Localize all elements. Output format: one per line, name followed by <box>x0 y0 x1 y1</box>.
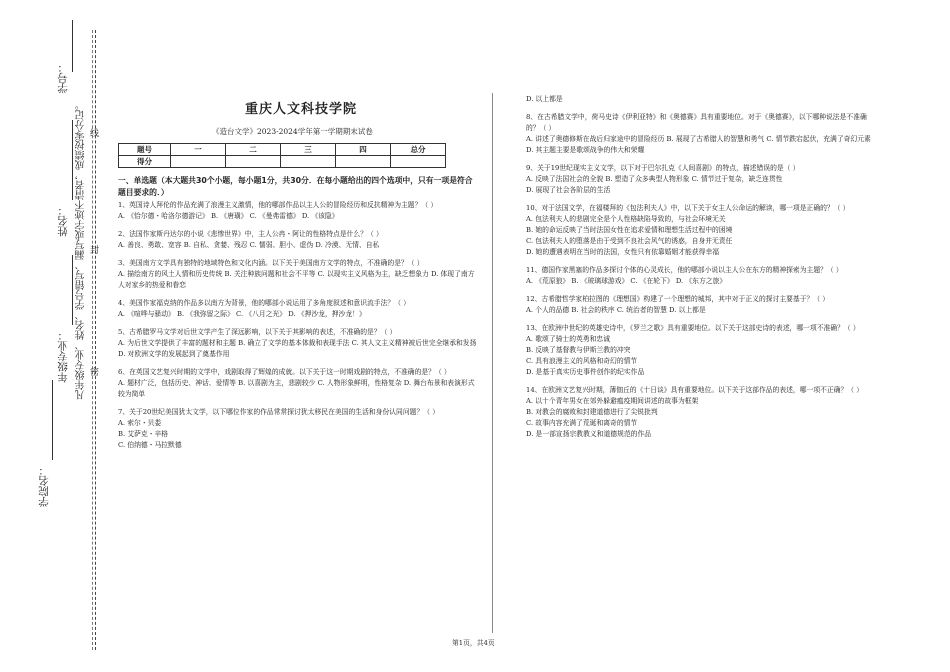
exam-subtitle: 《造台文学》2023-2024学年第一学期期末试卷 <box>212 127 373 136</box>
binding-notice: 凡年级专业、姓名、学号错写、漏写或字迹不清者，成绩按零分记。 <box>76 100 87 400</box>
question-option: D. 是一部宣扬宗教教义和道德规范的作品 <box>526 430 652 438</box>
student-id-field: 学号： <box>57 62 69 94</box>
question-item <box>526 94 871 105</box>
name-field: 姓名： <box>57 205 69 237</box>
question-stem: 7、关于20世纪美国犹太文学，以下哪位作家的作品常常探讨犹太移民在美国的生活和身份认同问题？（ ） <box>118 408 439 416</box>
question-stem: 3、美国南方文学具有独特的地域特色和文化内涵。以下关于美国南方文学的特点，不准确的是？（ ） <box>118 259 424 267</box>
question-item <box>118 327 480 360</box>
score-cell <box>171 156 226 168</box>
score-cell <box>391 156 446 168</box>
grade-major-underline <box>72 255 73 325</box>
score-cell <box>281 156 336 168</box>
question-option: D. 展现了社会各阶层的生活 <box>526 186 611 194</box>
cut-mark-feng: 封 <box>90 246 100 256</box>
question-stem: 9、关于19世纪现实主义文学，以下对于巴尔扎克《人间喜剧》的特点，描述错误的是（ ） <box>526 164 800 172</box>
question-option: A. 为后世文学提供了丰富的题材和主题 B. 确立了文学的基本体裁和表现手法 C. 其人文主义精神被后世完全继承和发扬 D. 对欧洲文学的发展起到了奠基作用 <box>118 339 477 358</box>
college-field: 学院名： <box>38 465 50 507</box>
question-stem: 13、在欧洲中世纪的英雄史诗中，《罗兰之歌》具有重要地位。以下关于这部史诗的表述，哪一项不准确？（ ） <box>526 324 860 332</box>
question-stem: 4、美国作家福克纳的作品多以南方为背景，他的哪部小说运用了多角度叙述和意识流手法？（ ） <box>118 299 410 307</box>
question-option: B. 艾萨克・辛格 <box>118 430 169 438</box>
question-option: A. 索尔・贝娄 <box>118 419 162 427</box>
question-item <box>526 112 871 156</box>
cut-mark-xian: 线 <box>90 129 100 139</box>
question-stem: 8、在古希腊文学中，荷马史诗《伊利亚特》和《奥德赛》具有重要地位。对于《奥德赛》，以下哪种说法是不准确的？（ ） <box>526 113 867 132</box>
score-cell <box>336 156 391 168</box>
school-name: 重庆人文科技学院 <box>245 102 358 117</box>
question-option: D. 以上都是 <box>526 95 563 103</box>
question-option: A. 个人的品德 B. 社会的秩序 C. 统治者的智慧 D. 以上都是 <box>526 306 706 314</box>
page-footer: 第1页，共4页 <box>452 639 495 647</box>
question-item <box>118 258 480 291</box>
college-underline <box>52 380 53 460</box>
question-option: A. 《荒原狼》 B. 《玻璃球游戏》 C. 《在轮下》 D. 《东方之旅》 <box>526 277 727 285</box>
question-item <box>118 298 480 320</box>
question-option: B. 反映了基督教与伊斯兰教的冲突 <box>526 346 631 354</box>
question-option: A. 以十个青年男女在郊外躲避瘟疫期间讲述的故事为框架 <box>526 397 699 405</box>
question-option: D. 是基于真实历史事件创作的纪实作品 <box>526 368 645 376</box>
question-item <box>118 229 480 251</box>
question-item <box>118 200 480 222</box>
score-cell <box>226 156 281 168</box>
question-option: C. 伯纳德・马拉默德 <box>118 441 182 449</box>
score-cell: 总分 <box>391 144 446 156</box>
question-stem: 11、德国作家黑塞的作品多探讨个体的心灵成长，他的哪部小说以主人公在东方的精神探索为主题？（ ） <box>526 266 843 274</box>
question-option: A. 《恰尔德・哈洛尔德游记》 B. 《唐璜》 C. 《曼弗雷德》 D. 《该隐》 <box>118 212 339 220</box>
question-option: C. 具有浪漫主义的风格和奇幻的情节 <box>526 357 638 365</box>
question-option: C. 包法利夫人的堕落是由于受到不良社会风气的诱惑，自身并无责任 <box>526 237 733 245</box>
score-cell: 三 <box>281 144 336 156</box>
question-stem: 6、在英国文艺复兴时期的文学中，戏剧取得了辉煌的成就。以下关于这一时期戏剧的特点，不准确的是？（ ） <box>118 368 451 376</box>
question-option: B. 对教会的腐败和封建道德进行了尖锐批判 <box>526 408 658 416</box>
question-item <box>118 367 480 400</box>
score-cell: 一 <box>171 144 226 156</box>
question-item <box>526 203 871 258</box>
score-cell: 题号 <box>119 144 171 156</box>
question-option: A. 题材广泛，包括历史、神话、爱情等 B. 以喜剧为主，悲剧较少 C. 人物形象鲜明，性格复杂 D. 舞台布景和表演形式较为简单 <box>118 379 475 398</box>
right-column <box>526 94 871 447</box>
question-option: B. 她的命运反映了当时法国女性在追求爱情和理想生活过程中的困境 <box>526 226 733 234</box>
question-stem: 14、在欧洲文艺复兴时期，薄伽丘的《十日谈》具有重要地位。以下关于这部作品的表述，哪一项不正确？（ ） <box>526 386 864 394</box>
question-option: A. 反映了法国社会的全貌 B. 塑造了众多典型人物形象 C. 情节过于复杂，缺乏连贯性 <box>526 175 783 183</box>
binding-dashed-line-inner <box>92 30 93 650</box>
question-stem: 1、英国诗人拜伦的作品充满了浪漫主义激情，他的哪部作品以主人公的冒险经历和反抗精神为主题？（ ） <box>118 201 438 209</box>
cut-mark-mi: 密 <box>90 368 100 378</box>
grade-major-field: 年级专业： <box>57 330 69 383</box>
question-stem: 5、古希腊罗马文学对后世文学产生了深远影响，以下关于其影响的表述，不准确的是？（ ） <box>118 328 397 336</box>
question-item <box>118 407 480 451</box>
question-option: A. 描绘南方的风土人情和历史传统 B. 关注种族问题和社会不平等 C. 以现实主义风格为主，缺乏想象力 D. 体现了南方人对家乡的热爱和眷恋 <box>118 270 475 289</box>
question-option: A. 善良、勇敢、宽容 B. 自私、贪婪、残忍 C. 懦弱、胆小、虚伪 D. 冷漠、无情、自私 <box>118 241 380 249</box>
left-column <box>118 175 480 458</box>
score-table-score-row <box>119 156 446 168</box>
question-item <box>526 163 871 196</box>
question-item <box>526 323 871 378</box>
question-option: D. 她的遭遇表明在当时的法国，女性只有依靠婚姻才能获得幸福 <box>526 248 720 256</box>
student-id-underline <box>72 20 73 72</box>
question-option: A. 讲述了奥德修斯在战后归家途中的冒险经历 B. 展现了古希腊人的智慧和勇气 C. 情节跌宕起伏，充满了奇幻元素 D. 其主题主要是歌颂战争的伟大和荣耀 <box>526 135 871 154</box>
binding-dashed-line <box>95 30 96 650</box>
section-title: 一、单选题（本大题共30个小题，每小题1分，共30分．在每小题给出的四个选项中，只有一项是符合题目要求的．） <box>118 176 473 197</box>
score-table-header-row <box>119 144 446 156</box>
question-stem: 10、对于法国文学，在福楼拜的《包法利夫人》中，以下关于女主人公命运的解读，哪一项是正确的？（ ） <box>526 204 850 212</box>
score-cell: 四 <box>336 144 391 156</box>
question-item <box>526 385 871 440</box>
question-item <box>526 294 871 316</box>
question-stem: 2、法国作家斯丹达尔的小说《悲惨世界》中，主人公冉・阿让的性格特点是什么？（ ） <box>118 230 383 238</box>
question-item <box>526 265 871 287</box>
name-underline <box>72 120 73 200</box>
score-table <box>118 143 446 168</box>
question-option: C. 故事内容充满了荒诞和离奇的情节 <box>526 419 638 427</box>
score-cell: 二 <box>226 144 281 156</box>
score-cell: 得分 <box>119 156 171 168</box>
question-stem: 12、古希腊哲学家柏拉图的《理想国》构建了一个理想的城邦，其中对于正义的探讨主要基于？（ ） <box>526 295 830 303</box>
question-option: A. 《喧哗与骚动》 B. 《我弥留之际》 C. 《八月之光》 D. 《押沙龙，押沙龙！》 <box>118 310 366 318</box>
question-option: A. 包法利夫人的悲剧完全是个人性格缺陷导致的，与社会环境无关 <box>526 215 726 223</box>
question-option: A. 歌颂了骑士的英勇和忠诚 <box>526 335 610 343</box>
column-divider <box>492 93 493 633</box>
